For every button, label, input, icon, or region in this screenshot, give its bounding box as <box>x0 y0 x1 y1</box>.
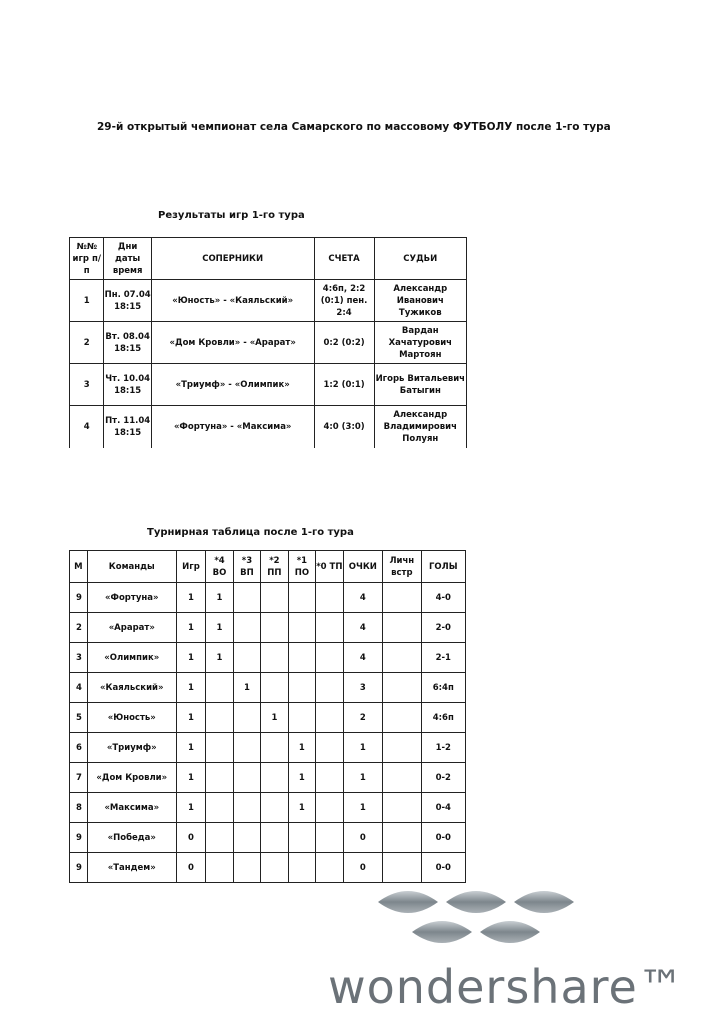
game-score: 4:0 (3:0) <box>314 406 374 448</box>
team-vp <box>233 763 260 793</box>
team-name: «Олимпик» <box>87 643 176 673</box>
team-position: 5 <box>70 703 88 733</box>
team-tp <box>316 733 343 763</box>
results-header-no: №№ игр п/п <box>70 238 104 280</box>
team-vp <box>233 853 260 883</box>
team-points: 1 <box>343 763 383 793</box>
table-row <box>70 733 466 763</box>
table-row <box>70 793 466 823</box>
team-games: 1 <box>176 613 206 643</box>
team-position: 4 <box>70 673 88 703</box>
team-vo <box>206 673 233 703</box>
team-pp <box>261 673 288 703</box>
team-goals: 0-0 <box>421 823 465 853</box>
game-date: Пт. 11.04 18:15 <box>104 406 151 448</box>
game-referee: Игорь Витальевич Батыгин <box>374 364 466 406</box>
standings-header-vo: *4 ВО <box>206 551 233 583</box>
results-header-row <box>70 238 467 280</box>
table-row <box>70 703 466 733</box>
team-personal <box>383 643 421 673</box>
table-row <box>70 364 467 406</box>
table-row <box>70 823 466 853</box>
game-score: 4:6п, 2:2 (0:1) пен. 2:4 <box>314 280 374 322</box>
team-po: 1 <box>288 733 315 763</box>
team-personal <box>383 703 421 733</box>
team-goals: 4:6п <box>421 703 465 733</box>
results-header-opponents: СОПЕРНИКИ <box>151 238 314 280</box>
team-pp <box>261 763 288 793</box>
team-name: «Триумф» <box>87 733 176 763</box>
game-referee: Вардан Хачатурович Мартоян <box>374 322 466 364</box>
standings-header-team: Команды <box>87 551 176 583</box>
table-row <box>70 853 466 883</box>
game-date: Пн. 07.04 18:15 <box>104 280 151 322</box>
results-title: Результаты игр 1-го тура <box>158 210 305 221</box>
results-table <box>69 237 467 448</box>
team-position: 3 <box>70 643 88 673</box>
team-personal <box>383 793 421 823</box>
team-pp <box>261 613 288 643</box>
standings-header-pos: М <box>70 551 88 583</box>
team-name: «Дом Кровли» <box>87 763 176 793</box>
team-vp <box>233 823 260 853</box>
team-name: «Каяльский» <box>87 673 176 703</box>
team-games: 1 <box>176 673 206 703</box>
team-po: 1 <box>288 763 315 793</box>
table-row <box>70 613 466 643</box>
game-number: 4 <box>70 406 104 448</box>
team-name: «Фортуна» <box>87 583 176 613</box>
table-row <box>70 643 466 673</box>
standings-header-row <box>70 551 466 583</box>
team-po <box>288 823 315 853</box>
game-number: 1 <box>70 280 104 322</box>
team-tp <box>316 673 343 703</box>
table-row <box>70 280 467 322</box>
table-row <box>70 673 466 703</box>
team-pp <box>261 793 288 823</box>
standings-header-goals: ГОЛЫ <box>421 551 465 583</box>
team-points: 3 <box>343 673 383 703</box>
team-tp <box>316 853 343 883</box>
team-points: 1 <box>343 733 383 763</box>
team-pp <box>261 733 288 763</box>
team-vp <box>233 703 260 733</box>
team-pp <box>261 823 288 853</box>
team-vp <box>233 793 260 823</box>
standings-header-points: ОЧКИ <box>343 551 383 583</box>
team-tp <box>316 763 343 793</box>
game-number: 2 <box>70 322 104 364</box>
team-position: 6 <box>70 733 88 763</box>
team-vp <box>233 583 260 613</box>
wondershare-logo-icon <box>378 880 618 960</box>
team-games: 1 <box>176 763 206 793</box>
table-row <box>70 763 466 793</box>
team-vo: 1 <box>206 643 233 673</box>
team-tp <box>316 703 343 733</box>
team-tp <box>316 643 343 673</box>
team-goals: 0-4 <box>421 793 465 823</box>
wondershare-watermark: wondershare™ <box>328 960 685 1014</box>
team-position: 9 <box>70 853 88 883</box>
standings-header-games: Игр <box>176 551 206 583</box>
standings-header-personal: Личн встр <box>383 551 421 583</box>
team-games: 1 <box>176 793 206 823</box>
game-date: Чт. 10.04 18:15 <box>104 364 151 406</box>
team-goals: 4-0 <box>421 583 465 613</box>
team-position: 8 <box>70 793 88 823</box>
team-goals: 1-2 <box>421 733 465 763</box>
team-position: 9 <box>70 823 88 853</box>
team-po <box>288 703 315 733</box>
table-row <box>70 406 467 448</box>
team-tp <box>316 583 343 613</box>
team-points: 2 <box>343 703 383 733</box>
game-opponents: «Фортуна» - «Максима» <box>151 406 314 448</box>
standings-title: Турнирная таблица после 1-го тура <box>147 527 354 538</box>
table-row <box>70 322 467 364</box>
team-goals: 0-2 <box>421 763 465 793</box>
game-opponents: «Триумф» - «Олимпик» <box>151 364 314 406</box>
standings-header-pp: *2 ПП <box>261 551 288 583</box>
team-vo <box>206 733 233 763</box>
team-personal <box>383 823 421 853</box>
team-po: 1 <box>288 793 315 823</box>
game-referee: Александр Владимирович Полуян <box>374 406 466 448</box>
team-po <box>288 583 315 613</box>
team-pp: 1 <box>261 703 288 733</box>
team-points: 4 <box>343 613 383 643</box>
team-games: 1 <box>176 703 206 733</box>
team-vo: 1 <box>206 583 233 613</box>
team-personal <box>383 763 421 793</box>
team-vp <box>233 643 260 673</box>
team-po <box>288 613 315 643</box>
team-vo <box>206 853 233 883</box>
team-name: «Юность» <box>87 703 176 733</box>
team-points: 1 <box>343 793 383 823</box>
standings-header-tp: *0 ТП <box>316 551 343 583</box>
team-vo <box>206 823 233 853</box>
results-header-referee: СУДЬИ <box>374 238 466 280</box>
team-pp <box>261 643 288 673</box>
team-position: 2 <box>70 613 88 643</box>
team-personal <box>383 583 421 613</box>
team-position: 9 <box>70 583 88 613</box>
team-name: «Максима» <box>87 793 176 823</box>
team-vp <box>233 613 260 643</box>
team-personal <box>383 853 421 883</box>
team-pp <box>261 583 288 613</box>
results-header-score: СЧЕТА <box>314 238 374 280</box>
team-personal <box>383 613 421 643</box>
standings-header-vp: *3 ВП <box>233 551 260 583</box>
team-po <box>288 673 315 703</box>
team-name: «Победа» <box>87 823 176 853</box>
team-games: 0 <box>176 823 206 853</box>
game-opponents: «Юность» - «Каяльский» <box>151 280 314 322</box>
team-name: «Тандем» <box>87 853 176 883</box>
team-tp <box>316 793 343 823</box>
team-points: 0 <box>343 823 383 853</box>
game-number: 3 <box>70 364 104 406</box>
team-vp: 1 <box>233 673 260 703</box>
table-row <box>70 583 466 613</box>
team-personal <box>383 673 421 703</box>
game-opponents: «Дом Кровли» - «Арарат» <box>151 322 314 364</box>
team-vo: 1 <box>206 613 233 643</box>
team-tp <box>316 613 343 643</box>
team-games: 0 <box>176 853 206 883</box>
team-po <box>288 853 315 883</box>
game-date: Вт. 08.04 18:15 <box>104 322 151 364</box>
team-vp <box>233 733 260 763</box>
game-referee: Александр Иванович Тужиков <box>374 280 466 322</box>
team-vo <box>206 703 233 733</box>
team-po <box>288 643 315 673</box>
team-goals: 2-0 <box>421 613 465 643</box>
team-points: 0 <box>343 853 383 883</box>
team-goals: 0-0 <box>421 853 465 883</box>
team-points: 4 <box>343 583 383 613</box>
results-header-date: Дни даты время <box>104 238 151 280</box>
team-position: 7 <box>70 763 88 793</box>
team-games: 1 <box>176 733 206 763</box>
standings-header-po: *1 ПО <box>288 551 315 583</box>
team-goals: 6:4п <box>421 673 465 703</box>
team-points: 4 <box>343 643 383 673</box>
team-games: 1 <box>176 583 206 613</box>
team-vo <box>206 793 233 823</box>
team-pp <box>261 853 288 883</box>
team-vo <box>206 763 233 793</box>
page-title: 29-й открытый чемпионат села Самарского по массовому ФУТБОЛУ после 1-го тура <box>97 121 611 133</box>
team-goals: 2-1 <box>421 643 465 673</box>
game-score: 1:2 (0:1) <box>314 364 374 406</box>
team-personal <box>383 733 421 763</box>
team-games: 1 <box>176 643 206 673</box>
team-tp <box>316 823 343 853</box>
standings-table <box>69 550 466 883</box>
team-name: «Арарат» <box>87 613 176 643</box>
game-score: 0:2 (0:2) <box>314 322 374 364</box>
